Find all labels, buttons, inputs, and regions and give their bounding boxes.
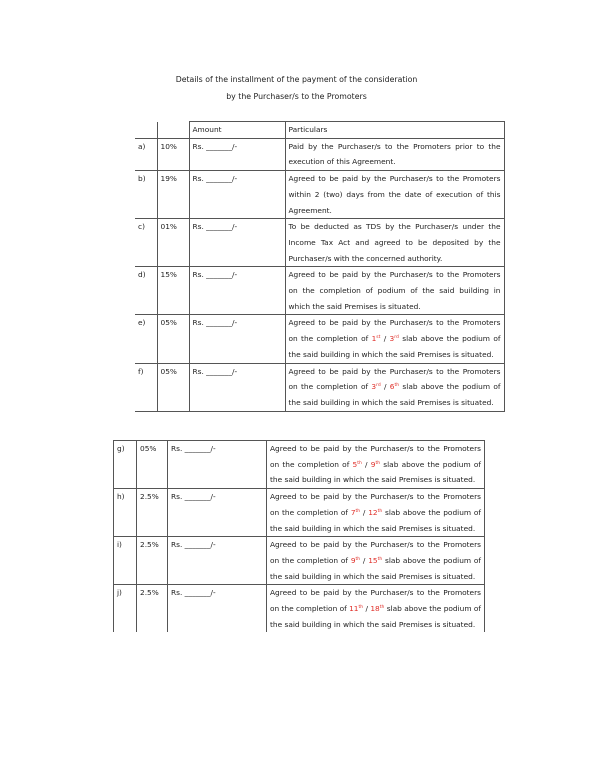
slab-end-suffix: rd [394,335,399,341]
table-row [135,219,504,267]
slab-separator: / [360,555,369,565]
slab-end: 9 [370,459,376,469]
table-row [114,489,485,537]
particulars-text: slab above the podium of the said building in which the said Premises is situated. [270,555,481,581]
slab-start-suffix: th [358,605,364,611]
slab-start-suffix: rd [376,383,381,389]
header-blank [135,122,157,139]
slab-end: 18 [370,604,380,614]
row-percentage: 01% [157,219,189,267]
slab-end-suffix: th [377,508,383,514]
row-percentage: 2.5% [137,585,168,633]
row-particulars: To be deducted as TDS by the Purchaser/s under the Income Tax Act and agreed to be deposited by the Purchaser/s with the concerned authority. [285,219,504,267]
slab-start-suffix: th [355,556,361,562]
slab-end: 15 [368,555,378,565]
header-amount: Amount [189,122,285,139]
slab-end-suffix: th [394,383,400,389]
row-label: d) [135,267,157,315]
table-row [135,363,504,411]
slab-end-suffix: th [379,605,385,611]
table-row [135,315,504,363]
row-percentage: 2.5% [137,537,168,585]
slab-separator: / [361,459,371,469]
row-label: h) [114,489,137,537]
row-particulars [285,363,504,411]
slab-start: 5 [352,459,358,469]
slab-end: 6 [389,382,395,392]
slab-start-suffix: th [357,460,362,466]
particulars-text: slab above the podium of the said building in which the said Premises is situated. [270,459,481,485]
row-amount: Rs. _______/- [189,138,285,170]
row-amount: Rs. _______/- [189,219,285,267]
row-percentage: 05% [157,315,189,363]
row-amount: Rs. _______/- [168,441,267,489]
row-label: b) [135,171,157,219]
row-percentage: 15% [157,267,189,315]
row-particulars [267,537,485,585]
document-title-line1: Details of the installment of the payment of the consideration [175,75,418,84]
slab-start: 1 [371,334,377,344]
row-particulars [285,315,504,363]
slab-start-suffix: th [355,508,361,514]
row-particulars [267,585,485,633]
table-row [135,171,504,219]
particulars-text: Agreed to be paid by the Purchaser/s to the Promoters on the completion of [288,318,501,344]
row-label: a) [135,138,157,170]
row-percentage: 05% [157,363,189,411]
row-amount: Rs. _______/- [189,315,285,363]
row-label: e) [135,315,157,363]
row-amount: Rs. _______/- [168,489,267,537]
slab-start: 3 [371,382,377,392]
row-amount: Rs. _______/- [189,171,285,219]
row-label: g) [114,441,137,489]
row-percentage: 2.5% [137,489,168,537]
table-row [114,537,485,585]
header-blank [157,122,189,139]
installment-table-lower [113,440,485,632]
document-title-line2: by the Purchaser/s to the Promoters [226,92,367,101]
row-amount: Rs. _______/- [189,363,285,411]
row-label: j) [114,585,137,633]
slab-start: 9 [350,555,356,565]
particulars-text: Agreed to be paid by the Purchaser/s to the Promoters on the completion of [288,366,501,392]
row-particulars [267,441,485,489]
row-label: i) [114,537,137,585]
particulars-text: Agreed to be paid by the Purchaser/s to the Promoters on the completion of [270,540,481,565]
slab-separator: / [380,334,390,344]
particulars-text: slab above the podium of the said building in which the said Premises is situated. [270,604,482,629]
row-particulars [267,489,485,537]
row-particulars: Paid by the Purchaser/s to the Promoters prior to the execution of this Agreement. [285,138,504,170]
slab-end: 12 [368,507,378,517]
particulars-text: Agreed to be paid by the Purchaser/s to the Promoters on the completion of [270,588,481,614]
table-row [114,441,485,489]
table-row [135,138,504,170]
slab-end-suffix: th [377,556,383,562]
table-header-row [135,122,504,139]
row-amount: Rs. _______/- [189,267,285,315]
slab-separator: / [363,604,371,614]
slab-start: 7 [350,507,356,517]
slab-start: 11 [349,604,359,614]
row-label: f) [135,363,157,411]
row-amount: Rs. _______/- [168,585,267,633]
table-row [135,267,504,315]
particulars-text: slab above the podium of the said building in which the said Premises is situated. [288,334,501,359]
row-amount: Rs. _______/- [168,537,267,585]
slab-start-suffix: st [376,335,381,341]
row-particulars: Agreed to be paid by the Purchaser/s to the Promoters within 2 (two) days from the date of execution of this Agreement. [285,171,504,219]
row-percentage: 10% [157,138,189,170]
particulars-text: Agreed to be paid by the Purchaser/s to the Promoters on the completion of [270,444,481,469]
row-percentage: 19% [157,171,189,219]
particulars-text: Agreed to be paid by the Purchaser/s to the Promoters on the completion of [270,492,481,517]
slab-end-suffix: th [375,460,381,466]
slab-end: 3 [389,334,395,344]
row-label: c) [135,219,157,267]
row-percentage: 05% [137,441,168,489]
header-particulars: Particulars [285,122,504,139]
slab-separator: / [360,507,369,517]
particulars-text: slab above the podium of the said building in which the said Premises is situated. [270,507,481,533]
table-row [114,585,485,633]
row-particulars: Agreed to be paid by the Purchaser/s to the Promoters on the completion of podium of the said building in which the said Premises is situated. [285,267,504,315]
installment-table-upper [135,121,505,412]
slab-separator: / [380,382,390,392]
particulars-text: slab above the podium of the said building in which the said Premises is situated. [288,382,501,407]
